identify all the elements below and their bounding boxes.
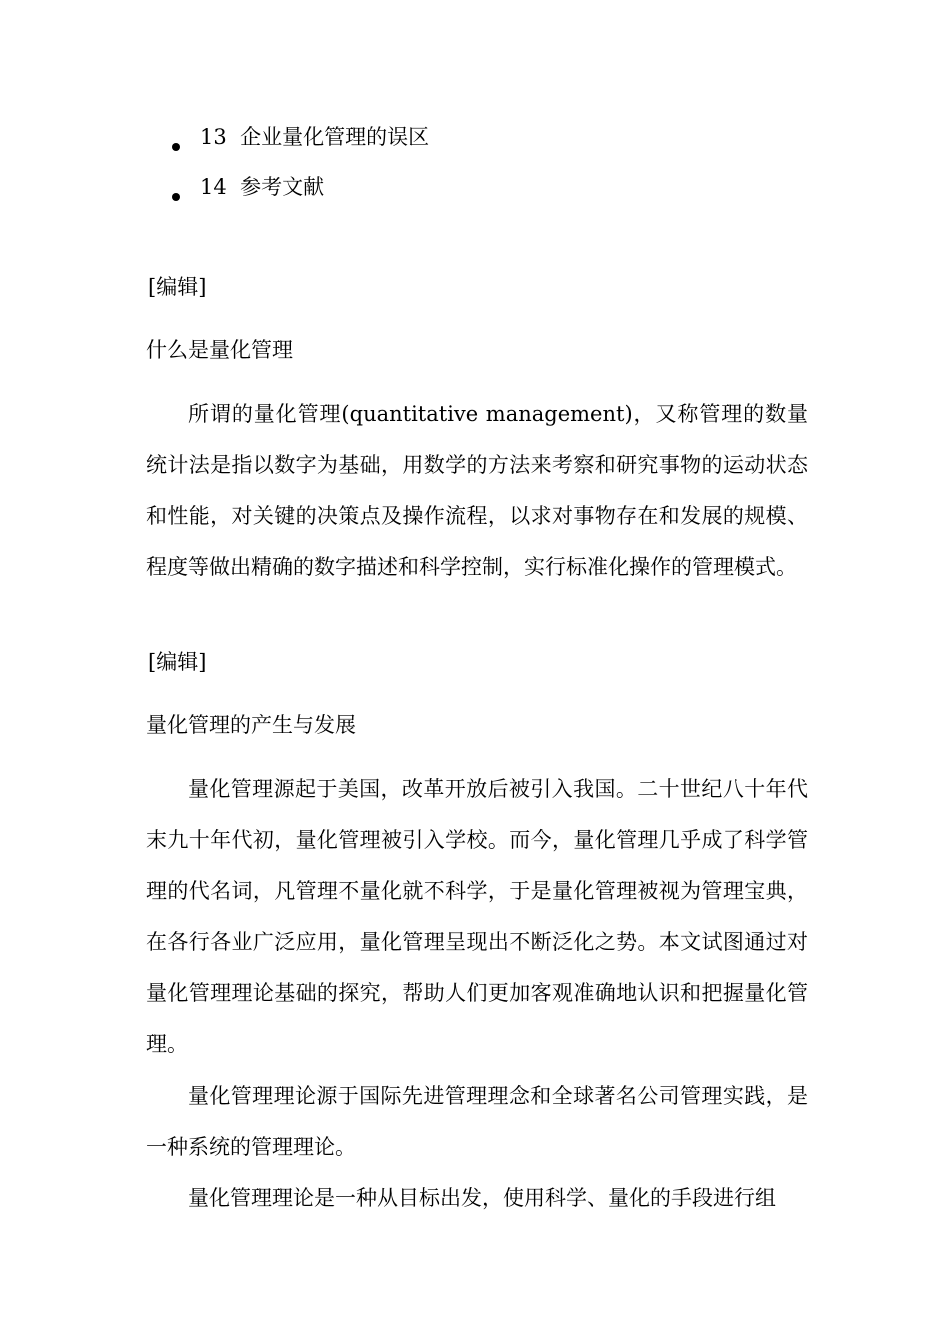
toc-title: 企业量化管理的误区 [240, 125, 430, 149]
bullet-icon [172, 193, 180, 201]
edit-link[interactable]: [编辑] [148, 275, 207, 299]
toc-item[interactable] [172, 122, 429, 152]
paragraph: 量化管理理论是一种从目标出发，使用科学、量化的手段进行组 [188, 1186, 776, 1210]
section-heading: 什么是量化管理 [146, 338, 293, 362]
toc-number: 13 [200, 125, 227, 149]
toc-item[interactable] [172, 172, 324, 202]
paragraph: 量化管理源起于美国，改革开放后被引入我国。二十世纪八十年代末九十年代初，量化管理被引入学校。而今，量化管理几乎成了科学管理的代名词，凡管理不量化就不科学，于是量化管理被视为管理宝典，在各行各业广泛应用，量化管理呈现出不断泛化之势。本文试图通过对量化管理理论基础的探究，帮助人们更加客观准确地认识和把握量化管理。 [146, 777, 808, 1056]
bullet-icon [172, 143, 180, 151]
toc-title: 参考文献 [240, 175, 325, 199]
edit-link[interactable]: [编辑] [148, 650, 207, 674]
paragraph: 量化管理理论源于国际先进管理理念和全球著名公司管理实践，是一种系统的管理理论。 [146, 1084, 808, 1159]
toc-number: 14 [200, 175, 227, 199]
paragraph: 所谓的量化管理(quantitative management)，又称管理的数量统计法是指以数字为基础，用数学的方法来考察和研究事物的运动状态和性能，对关键的决策点及操作流程，以求对事物存在和发展的规模、程度等做出精确的数字描述和科学控制，实行标准化操作的管理模式。 [146, 402, 808, 579]
section-heading: 量化管理的产生与发展 [146, 713, 356, 737]
